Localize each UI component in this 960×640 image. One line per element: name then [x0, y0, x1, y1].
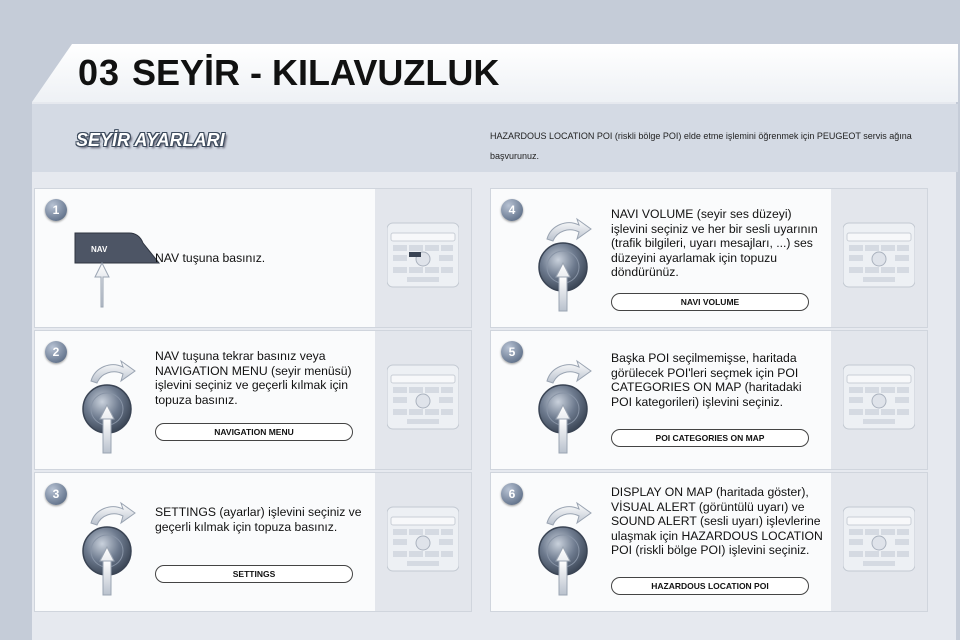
step-text: DISPLAY ON MAP (haritada göster), VİSUAL ALERT (görüntülü uyarı) ve SOUND ALERT (sesli uyarı) işlevlerine ulaşmak için HAZARDOUS LOCATION POI (riskli bölge POI) işlevini seçiniz.: [611, 485, 823, 557]
intro-note: HAZARDOUS LOCATION POI (riskli bölge POI) elde etme işlemini öğrenmek için PEUGEOT servis ağına başvurunuz.: [490, 131, 912, 161]
radio-panel-icon: [387, 219, 459, 291]
menu-option-label: HAZARDOUS LOCATION POI: [611, 577, 809, 595]
chapter-title: SEYİR - KILAVUZLUK: [132, 52, 500, 93]
header-corner: [32, 44, 72, 102]
menu-option-label: SETTINGS: [155, 565, 353, 583]
step-text: NAVI VOLUME (seyir ses düzeyi) işlevini seçiniz ve her bir sesli uyarının (trafik bilgileri, uyarı mesajları, ...) ses düzeyini ayarlamak için topuzu döndürünüz.: [611, 207, 818, 279]
step-card-6: [490, 472, 928, 612]
radio-panel-icon: [387, 503, 459, 575]
step-number-badge: 3: [45, 483, 67, 505]
rotary-knob-icon: [533, 501, 597, 597]
step-card-2: [34, 330, 472, 470]
radio-panel-icon: [843, 219, 915, 291]
step-card-4: [490, 188, 928, 328]
rotary-knob-icon: [533, 217, 597, 313]
step-number-badge: 5: [501, 341, 523, 363]
step-card-3: [34, 472, 472, 612]
step-number-badge: 1: [45, 199, 67, 221]
nav-key-label: NAV: [91, 245, 108, 254]
step-text: SETTINGS (ayarlar) işlevini seçiniz ve geçerli kılmak için topuza basınız.: [155, 505, 362, 534]
radio-panel-icon: [387, 361, 459, 433]
rotary-knob-icon: [77, 359, 141, 455]
nav-key-icon: [71, 229, 161, 309]
step-text: NAV tuşuna basınız.: [155, 251, 266, 265]
step-card-5: [490, 330, 928, 470]
step-number-badge: 4: [501, 199, 523, 221]
step-number-badge: 6: [501, 483, 523, 505]
rotary-knob-icon: [533, 359, 597, 455]
section-title: SEYİR AYARLARI: [76, 130, 225, 150]
radio-panel-icon: [843, 361, 915, 433]
step-card-1: [34, 188, 472, 328]
radio-panel-icon: [843, 503, 915, 575]
step-text: NAV tuşuna tekrar basınız veya NAVIGATION MENU (seyir menüsü) işlevini seçiniz ve geçerli kılmak için topuza basınız.: [155, 349, 352, 407]
menu-option-label: POI CATEGORIES ON MAP: [611, 429, 809, 447]
menu-option-label: NAVIGATION MENU: [155, 423, 353, 441]
step-number-badge: 2: [45, 341, 67, 363]
chapter-number: 03: [78, 52, 121, 93]
menu-option-label: NAVI VOLUME: [611, 293, 809, 311]
rotary-knob-icon: [77, 501, 141, 597]
step-text: Başka POI seçilmemişse, haritada görülecek POI'leri seçmek için POI CATEGORIES ON MAP (haritadaki POI kategorileri) işlevini seçiniz.: [611, 351, 802, 409]
